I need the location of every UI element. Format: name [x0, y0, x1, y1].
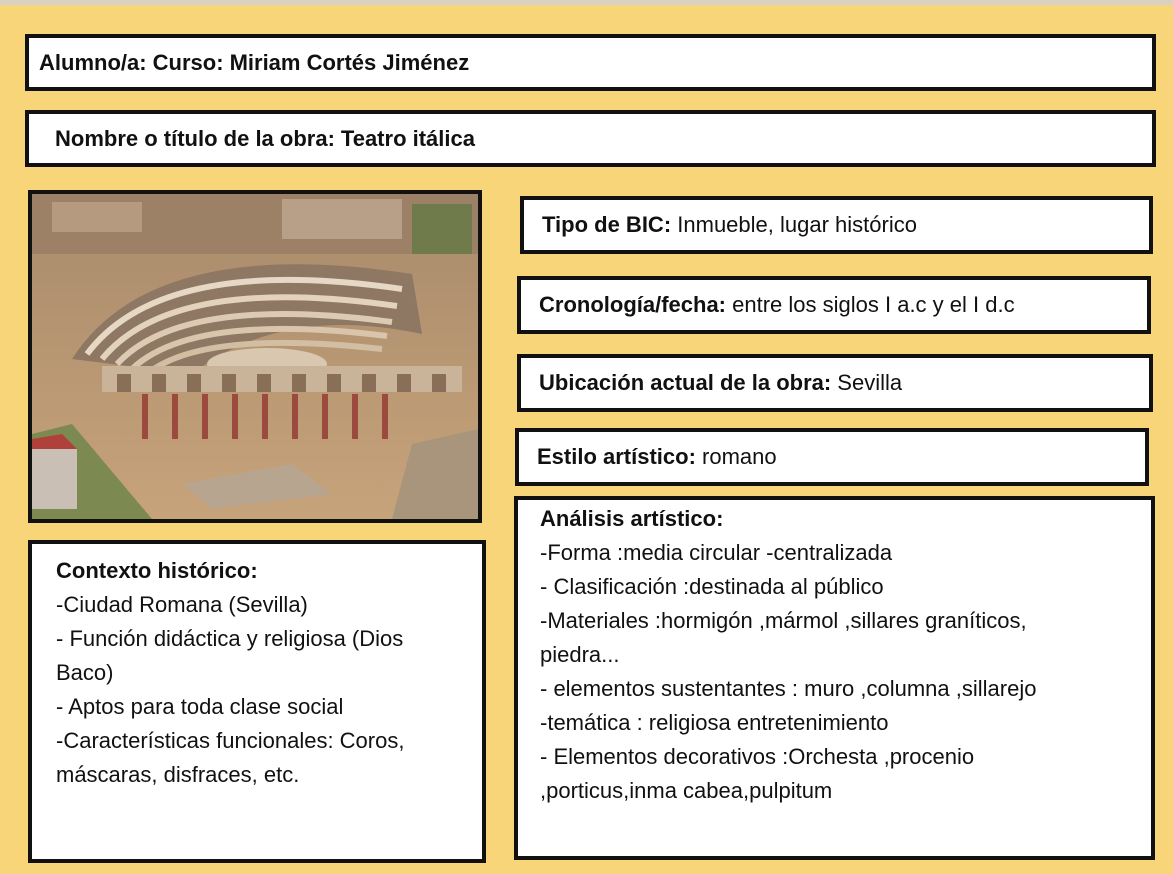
- tipo-bic-box: [520, 196, 1153, 254]
- analisis-line: - Clasificación :destinada al público: [540, 574, 884, 599]
- analisis-line: - Elementos decorativos :Orchesta ,procenio: [540, 744, 975, 769]
- analisis-line: -Materiales :hormigón ,mármol ,sillares graníticos,: [540, 608, 1027, 633]
- ubicacion-value: Sevilla: [831, 370, 903, 395]
- roman-theatre-illustration: [32, 194, 478, 519]
- estilo-value: romano: [695, 444, 777, 469]
- tipo-bic-label: Tipo de BIC:: [542, 212, 672, 237]
- estilo-box: [515, 428, 1149, 486]
- student-name: Miriam Cortés Jiménez: [229, 49, 470, 75]
- ubicacion-label: Ubicación actual de la obra:: [539, 370, 832, 395]
- contexto-line: -Características funcionales: Coros,: [56, 728, 405, 753]
- work-title-label: Nombre o título de la obra:: [55, 125, 335, 151]
- student-label: Alumno/a: Curso:: [39, 49, 224, 75]
- estilo-label: Estilo artístico:: [537, 444, 696, 469]
- work-title-value: Teatro itálica: [340, 125, 475, 151]
- contexto-line: -Ciudad Romana (Sevilla): [56, 592, 308, 617]
- cronologia-value: entre los siglos I a.c y el I d.c: [726, 292, 1015, 317]
- contexto-line: máscaras, disfraces, etc.: [56, 762, 300, 787]
- roman-theatre-photo: [28, 190, 482, 523]
- analisis-line: -temática : religiosa entretenimiento: [540, 710, 889, 735]
- analisis-line: - elementos sustentantes : muro ,columna ,sillarejo: [540, 676, 1037, 701]
- contexto-line: - Aptos para toda clase social: [56, 694, 344, 719]
- top-strip: [0, 0, 1173, 5]
- contexto-line: - Función didáctica y religiosa (Dios: [56, 626, 404, 651]
- contexto-box: [28, 540, 486, 863]
- analisis-box: [514, 496, 1155, 860]
- analisis-line: ,porticus,inma cabea,pulpitum: [540, 778, 833, 803]
- contexto-heading: Contexto histórico:: [56, 558, 258, 583]
- cronologia-label: Cronología/fecha:: [539, 292, 727, 317]
- cronologia-box: [517, 276, 1151, 334]
- student-box: [25, 34, 1156, 91]
- work-title-box: [25, 110, 1156, 167]
- analisis-line: piedra...: [540, 642, 620, 667]
- contexto-line: Baco): [56, 660, 114, 685]
- tipo-bic-value: Inmueble, lugar histórico: [671, 212, 917, 237]
- ubicacion-box: [517, 354, 1153, 412]
- analisis-line: -Forma :media circular -centralizada: [540, 540, 893, 565]
- analisis-heading: Análisis artístico:: [540, 506, 724, 531]
